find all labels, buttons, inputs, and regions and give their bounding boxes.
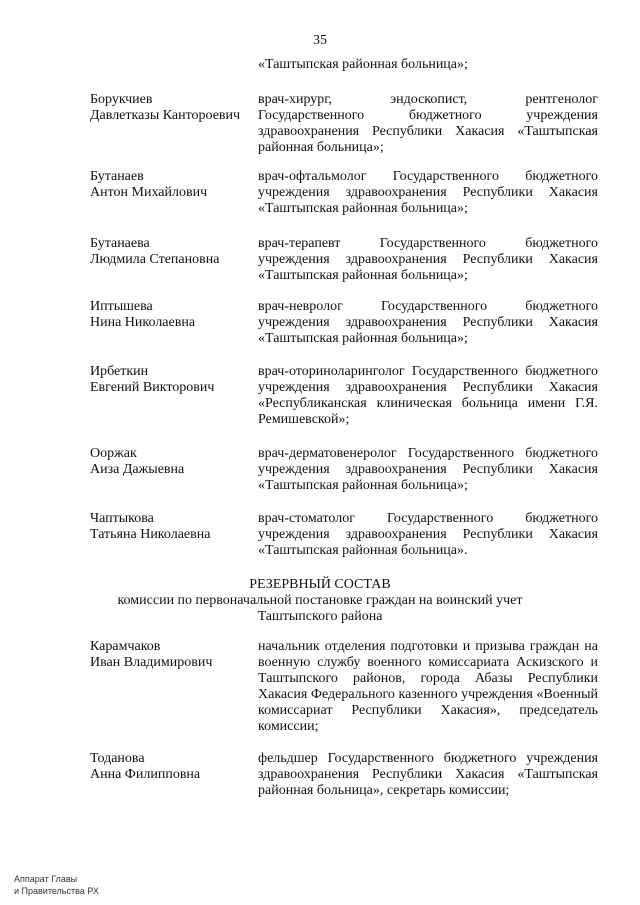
member-name	[90, 364, 260, 396]
member-given-name: Давлетказы Кантороевич	[90, 108, 241, 123]
member-role: врач-терапевт Государственного бюджетного учреждения здравоохранения Республики Хакасия «Таштыпская районная больница»;	[258, 236, 598, 283]
member-surname: Ооржак	[90, 446, 137, 461]
footer-stamp-line1: Аппарат Главы	[14, 874, 78, 884]
member-given-name: Нина Николаевна	[90, 315, 196, 330]
member-role: врач-невролог Государственного бюджетного учреждения здравоохранения Республики Хакасия «Таштыпская районная больница»;	[258, 299, 598, 346]
member-surname: Ирбеткин	[90, 364, 149, 379]
member-given-name: Людмила Степановна	[90, 252, 220, 267]
member-given-name: Антон Михайлович	[90, 185, 208, 200]
member-name	[90, 511, 260, 543]
member-name	[90, 639, 260, 671]
member-given-name: Татьяна Николаевна	[90, 527, 211, 542]
member-role: фельдшер Государственного бюджетного учреждения здравоохранения Республики Хакасия «Таштыпская районная больница», секретарь комиссии;	[258, 751, 598, 798]
member-given-name: Аиза Дажыевна	[90, 462, 185, 477]
member-name	[90, 751, 260, 783]
reserve-subtitle: комиссии по первоначальной постановке граждан на воинский учет	[117, 593, 523, 608]
member-surname: Карамчаков	[90, 639, 161, 654]
member-role: врач-дерматовенеролог Государственного бюджетного учреждения здравоохранения Республики Хакасия «Таштыпская районная больница»;	[258, 446, 598, 493]
reserve-subtitle-district: Таштыпского района	[257, 609, 383, 624]
member-role: врач-оториноларинголог Государственного бюджетного учреждения здравоохранения Республики Хакасия «Республиканская клиническая больница имени Г.Я. Ремишевской»;	[258, 364, 598, 427]
member-surname: Тоданова	[90, 751, 145, 766]
member-name	[90, 299, 260, 331]
member-name	[90, 446, 260, 478]
page-number: 35	[313, 33, 327, 48]
continuation-text: «Таштыпская районная больница»;	[258, 57, 468, 72]
reserve-title: РЕЗЕРВНЫЙ СОСТАВ	[249, 577, 391, 592]
member-surname: Бутанаева	[90, 236, 150, 251]
member-given-name: Иван Владимирович	[90, 655, 213, 670]
member-surname: Иптышева	[90, 299, 153, 314]
member-role: врач-стоматолог Государственного бюджетного учреждения здравоохранения Республики Хакасия «Таштыпская районная больница».	[258, 511, 598, 558]
member-given-name: Евгений Викторович	[90, 380, 215, 395]
footer-stamp-line2: и Правительства РХ	[14, 886, 99, 896]
member-role: начальник отделения подготовки и призыва граждан на военную службу военного комиссариата Аскизского и Таштыпского районов, города Абазы Республики Хакасия Федерального казенного учреждения «Военный комиссариат Республики Хакасия», председатель комиссии;	[258, 639, 598, 734]
member-surname: Чаптыкова	[90, 511, 154, 526]
member-given-name: Анна Филипповна	[90, 767, 201, 782]
member-name	[90, 169, 260, 201]
member-surname: Бутанаев	[90, 169, 144, 184]
member-name	[90, 236, 260, 268]
member-name	[90, 92, 260, 124]
member-role: врач-хирург, эндоскопист, рентгенолог Государственного бюджетного учреждения здравоохранения Республики Хакасия «Таштыпская районная больница»;	[258, 92, 598, 155]
member-role: врач-офтальмолог Государственного бюджетного учреждения здравоохранения Республики Хакасия «Таштыпская районная больница»;	[258, 169, 598, 216]
member-surname: Борукчиев	[90, 92, 153, 107]
